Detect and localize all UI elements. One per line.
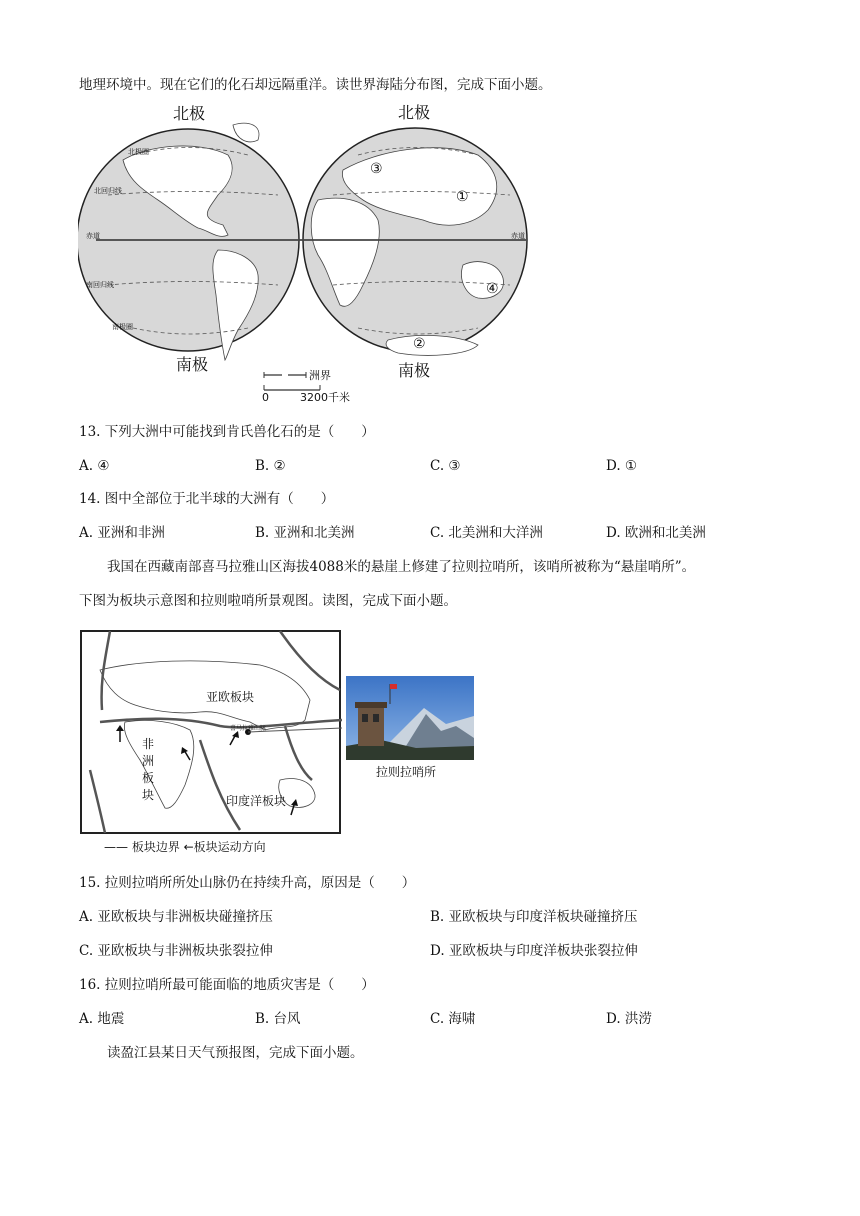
lazela-outpost-photo: [346, 676, 474, 760]
q16-option-d[interactable]: D. 洪涝: [606, 1011, 652, 1027]
q15-option-d[interactable]: D. 亚欧板块与印度洋板块张裂拉伸: [430, 943, 638, 959]
q16-option-b[interactable]: B. 台风: [255, 1011, 301, 1027]
passage-line-2: 下图为板块示意图和拉则啦哨所景观图。读图，完成下面小题。: [79, 593, 457, 609]
q16-option-a[interactable]: A. 地震: [79, 1011, 125, 1027]
indian-plate-label: 印度洋板块: [226, 794, 287, 808]
equator-label-left: 赤道: [86, 232, 100, 240]
q15-option-a[interactable]: A. 亚欧板块与非洲板块碰撞挤压: [79, 909, 273, 925]
antarctic-circle-label: 南极圈: [112, 323, 133, 331]
boundary-legend-label: 洲界: [309, 369, 331, 382]
q16-option-c[interactable]: C. 海啸: [430, 1011, 476, 1027]
marker-4: ④: [486, 281, 499, 297]
q16-stem: 16. 拉则拉哨所最可能面临的地质灾害是（ ）: [79, 977, 375, 993]
closing-line: 读盈江县某日天气预报图，完成下面小题。: [107, 1045, 364, 1061]
q14-option-b[interactable]: B. 亚洲和北美洲: [255, 525, 355, 541]
scale-end: 3200千米: [300, 391, 350, 404]
q13-stem: 13. 下列大洲中可能找到肯氏兽化石的是（ ）: [79, 424, 375, 440]
q13-option-b[interactable]: B. ②: [255, 458, 286, 474]
q15-stem: 15. 拉则拉哨所所处山脉仍在持续升高，原因是（ ）: [79, 875, 416, 891]
passage-line-1: 我国在西藏南部喜马拉雅山区海拔4088米的悬崖上修建了拉则拉哨所，该哨所被称为“悬崖哨所”。: [107, 559, 696, 575]
south-pole-label-right: 南极: [398, 361, 431, 380]
equator-label-right: 赤道: [511, 232, 525, 240]
marker-1: ①: [456, 189, 469, 205]
himalaya-label: 喜马拉雅山脉: [230, 725, 267, 732]
marker-3: ③: [370, 161, 383, 177]
scale-start: 0: [262, 391, 269, 404]
photo-caption: 拉则拉哨所: [376, 765, 437, 779]
arctic-circle-label: 北极圈: [128, 148, 149, 156]
q14-option-a[interactable]: A. 亚洲和非洲: [79, 525, 165, 541]
marker-2: ②: [413, 336, 426, 352]
eurasian-plate-label: 亚欧板块: [206, 690, 255, 704]
north-pole-label-right: 北极: [398, 103, 431, 122]
q15-option-b[interactable]: B. 亚欧板块与印度洋板块碰撞挤压: [430, 909, 638, 925]
boundary-legend-symbol: [262, 369, 312, 381]
q13-option-a[interactable]: A. ④: [79, 458, 110, 474]
plate-map: [80, 630, 342, 835]
q13-option-c[interactable]: C. ③: [430, 458, 461, 474]
q14-option-c[interactable]: C. 北美洲和大洋洲: [430, 525, 543, 541]
north-pole-label-left: 北极: [173, 104, 206, 123]
intro-line: 地理环境中。现在它们的化石却远隔重洋。读世界海陆分布图，完成下面小题。: [79, 77, 552, 93]
q14-option-d[interactable]: D. 欧洲和北美洲: [606, 525, 706, 541]
q13-option-d[interactable]: D. ①: [606, 458, 638, 474]
south-pole-label-left: 南极: [176, 355, 209, 374]
tropic-cancer-label: 北回归线: [94, 187, 122, 195]
q14-stem: 14. 图中全部位于北半球的大洲有（ ）: [79, 491, 335, 507]
african-plate-label: 非 洲 板 块: [142, 737, 155, 802]
tropic-capricorn-label: 南回归线: [86, 281, 114, 289]
q15-option-c[interactable]: C. 亚欧板块与非洲板块张裂拉伸: [79, 943, 273, 959]
plate-map-legend: —— 板块边界 ←板块运动方向: [104, 840, 266, 854]
